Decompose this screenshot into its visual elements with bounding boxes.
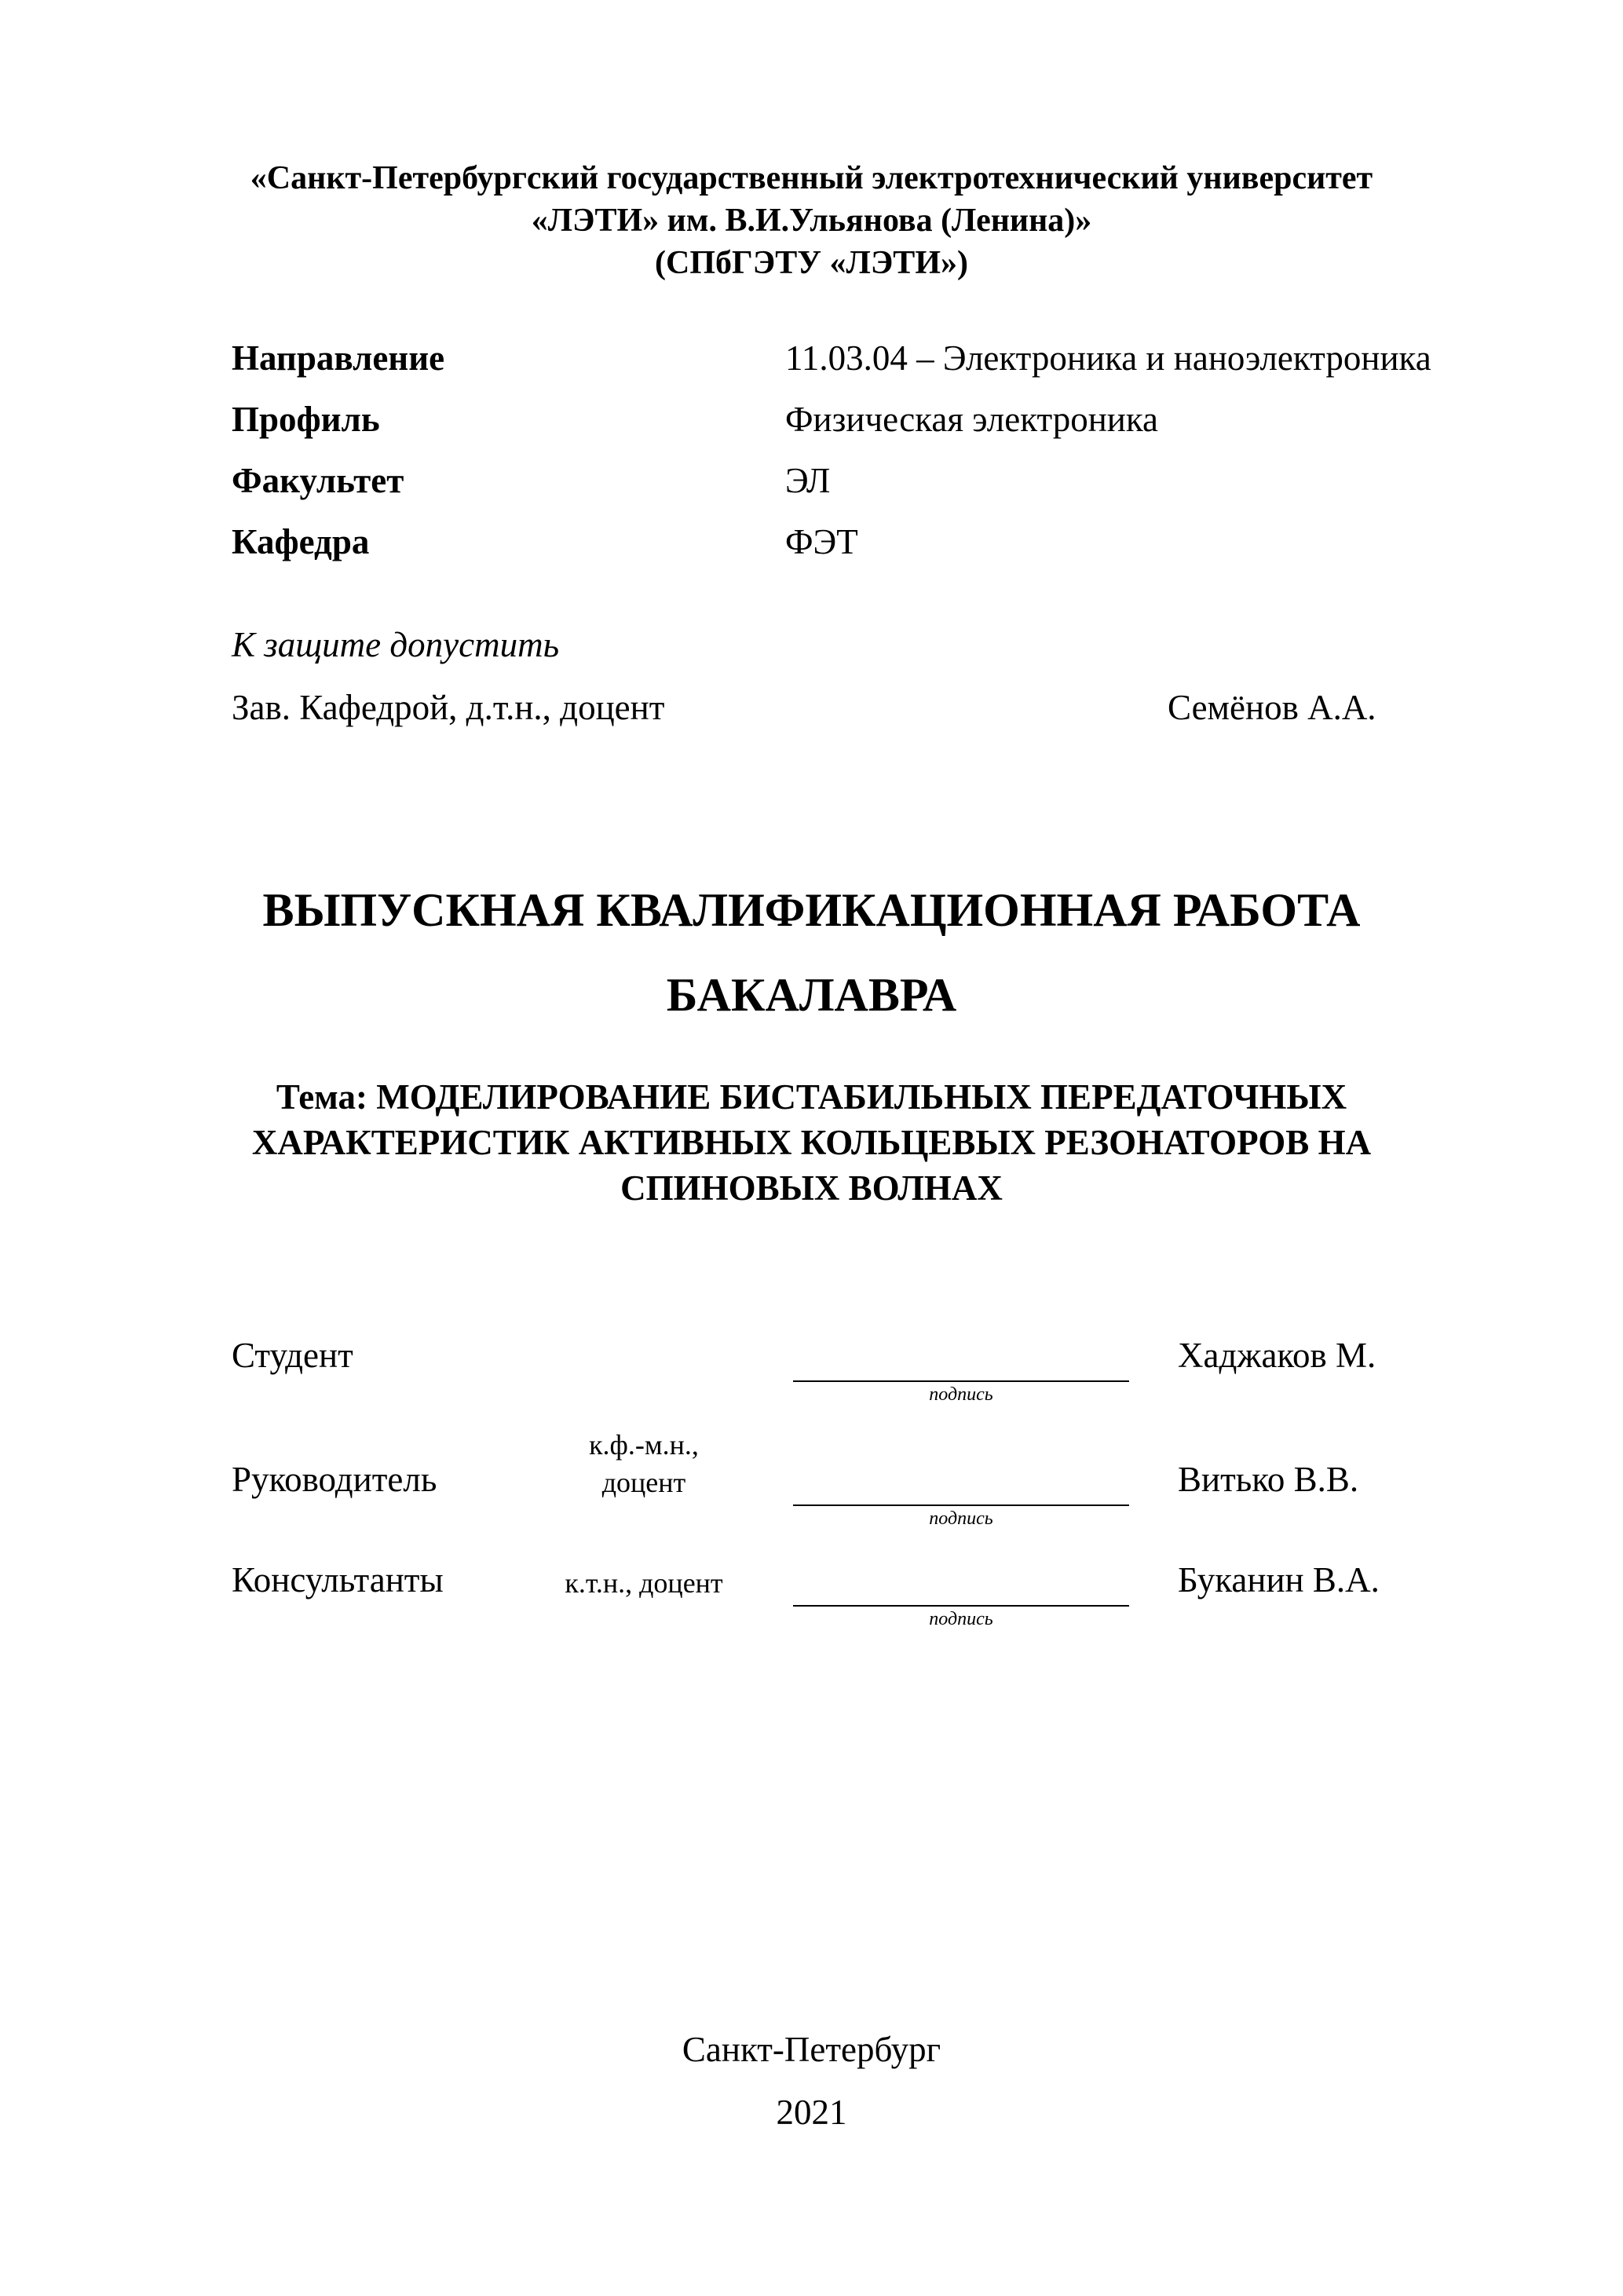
info-label: Направление [232, 338, 445, 378]
topic-line3: СПИНОВЫХ ВОЛНАХ [620, 1168, 1003, 1208]
info-label: Кафедра [232, 522, 370, 561]
university-name-line1: «Санкт-Петербургский государственный электротехнический университет [250, 160, 1373, 196]
signature-name-student: Хаджаков М. [1178, 1336, 1376, 1375]
signature-role-consultants: Консультанты [232, 1560, 444, 1600]
supervisor-degree-line2: доцент [601, 1467, 686, 1498]
department-head-title: Зав. Кафедрой, д.т.н., доцент [232, 688, 665, 727]
department-head-name: Семёнов А.А. [1168, 688, 1376, 727]
topic-line2: ХАРАКТЕРИСТИК АКТИВНЫХ КОЛЬЦЕВЫХ РЕЗОНАТОРОВ НА [251, 1123, 1372, 1162]
info-value: Физическая электроника [785, 400, 1159, 439]
info-value: 11.03.04 – Электроника и наноэлектроника [785, 338, 1431, 378]
signature-caption-consultants: подпись [929, 1609, 993, 1629]
signature-name-consultants: Буканин В.А. [1178, 1560, 1380, 1600]
work-type-title [0, 868, 1623, 1037]
signature-caption-supervisor: подпись [929, 1508, 993, 1529]
footer-city: Санкт-Петербург [682, 2030, 941, 2069]
footer-year: 2021 [776, 2093, 847, 2132]
signature-role-supervisor: Руководитель [232, 1460, 437, 1499]
topic-line1: Тема: МОДЕЛИРОВАНИЕ БИСТАБИЛЬНЫХ ПЕРЕДАТОЧНЫХ [276, 1077, 1347, 1117]
approval-note: К защите допустить [232, 625, 560, 664]
signature-line-student [793, 1380, 1129, 1382]
signature-line-consultants [793, 1605, 1129, 1607]
consultant-degree: к.т.н., доцент [565, 1567, 723, 1599]
info-value: ФЭТ [785, 522, 858, 561]
thesis-topic [0, 1074, 1623, 1211]
signature-role-student: Студент [232, 1336, 353, 1375]
info-label: Профиль [232, 400, 380, 439]
work-type-line2: БАКАЛАВРА [666, 969, 957, 1021]
info-value: ЭЛ [785, 461, 831, 500]
supervisor-degree [550, 1426, 738, 1501]
signature-name-supervisor: Витько В.В. [1178, 1460, 1359, 1499]
university-name-line2: «ЛЭТИ» им. В.И.Ульянова (Ленина)» [531, 203, 1092, 239]
signature-line-supervisor [793, 1504, 1129, 1506]
signature-caption-student: подпись [929, 1384, 993, 1405]
work-type-line1: ВЫПУСКНАЯ КВАЛИФИКАЦИОННАЯ РАБОТА [262, 884, 1361, 936]
supervisor-degree-line1: к.ф.-м.н., [589, 1429, 699, 1461]
university-abbreviation: (СПбГЭТУ «ЛЭТИ») [655, 245, 968, 281]
footer [0, 2018, 1623, 2144]
info-label: Факультет [232, 461, 404, 500]
university-header [0, 157, 1623, 284]
